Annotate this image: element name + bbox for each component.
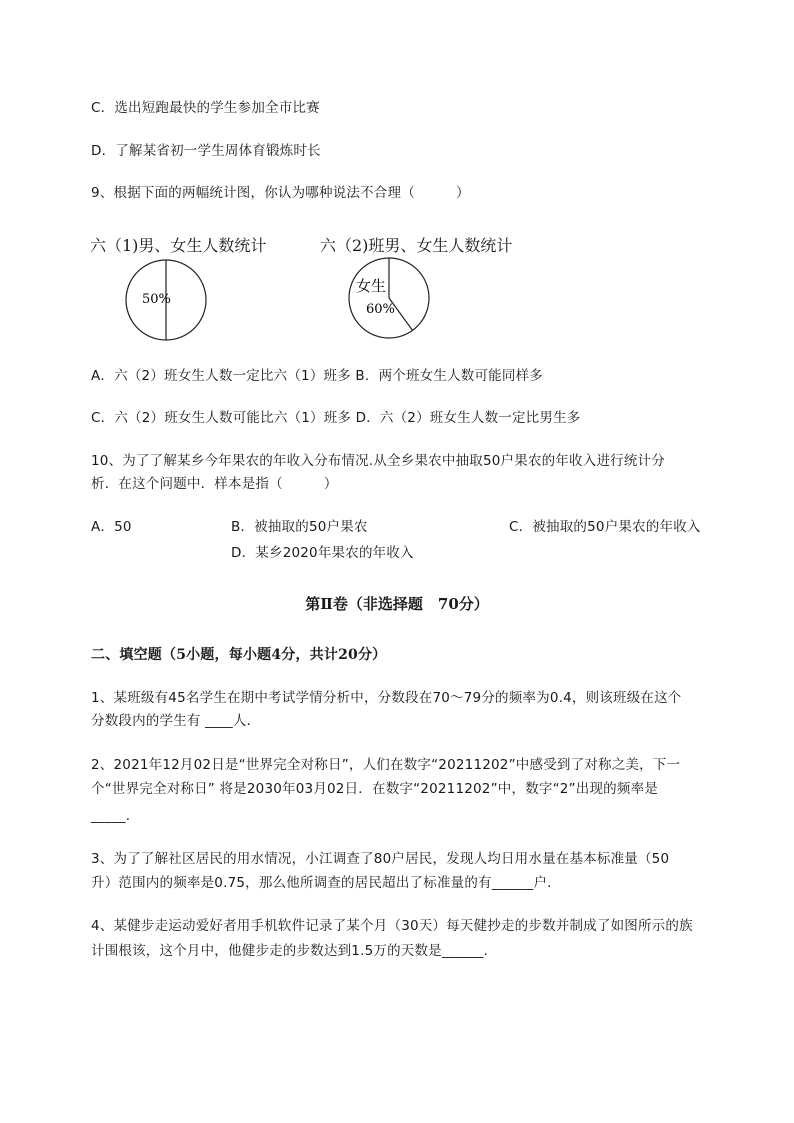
- question-9: 9、根据下面的两幅统计图，你认为哪种说法不合理（ ）: [91, 185, 470, 201]
- chart2-value-label: 60%: [366, 302, 395, 317]
- chart2-title: 六（2)班男、女生人数统计: [320, 236, 513, 255]
- fill-4-line2: 计围根该，这个月中，他健步走的步数达到1.5万的天数是______.: [91, 943, 489, 959]
- q10-option-b: B．被抽取的50户果农: [231, 519, 368, 535]
- fill-2-line3: _____.: [91, 808, 131, 824]
- fill-2-line2: 个“世界完全对称日” 将是2030年03月02日．在数字“20211202”中，数字“2”出现的频率是: [91, 781, 658, 797]
- q9-options-ab: A．六（2）班女生人数一定比六（1）班多 B．两个班女生人数可能同样多: [91, 368, 543, 384]
- question-10-line2: 析．在这个问题中．样本是指（ ）: [91, 476, 338, 492]
- fill-1-line2: 分数段内的学生有 ____人．: [91, 713, 261, 729]
- section2-heading: 二、填空题（5小题，每小题4分，共计20分）: [91, 647, 387, 663]
- part2-heading: 第Ⅱ卷（非选择题 70分）: [305, 595, 489, 613]
- q10-option-d: D．某乡2020年果农的年收入: [231, 545, 414, 561]
- q9-options-cd: C．六（2）班女生人数可能比六（1）班多 D．六（2）班女生人数一定比男生多: [91, 410, 581, 426]
- question-10-line1: 10、为了了解某乡今年果农的年收入分布情况.从全乡果农中抽取50户果农的年收入进行统计分: [91, 453, 665, 469]
- fill-4-line1: 4、某健步走运动爱好者用手机软件记录了某个月（30天）每天健抄走的步数并制成了如图所示的族: [91, 918, 693, 934]
- chart1-title: 六（1)男、女生人数统计: [90, 236, 267, 255]
- chart1-label: 50%: [142, 292, 171, 307]
- fill-3-line2: 升）范围内的频率是0.75，那么他所调查的居民超出了标准量的有______户．: [91, 875, 561, 891]
- q8-option-d: D．了解某省初一学生周体育锻炼时长: [91, 143, 321, 159]
- q10-option-a: A．50: [91, 519, 132, 535]
- fill-1-line1: 1、某班级有45名学生在期中考试学情分析中，分数段在70～79分的频率为0.4，则该班级在这个: [91, 690, 682, 706]
- fill-2-line1: 2、2021年12月02日是“世界完全对称日”，人们在数字“20211202”中感受到了对称之美，下一: [91, 757, 681, 773]
- chart2-pie: [348, 257, 430, 339]
- q10-option-c: C．被抽取的50户果农的年收入: [509, 519, 701, 535]
- q8-option-c: C．选出短跑最快的学生参加全市比赛: [91, 100, 320, 116]
- chart1-pie: [124, 258, 208, 342]
- fill-3-line1: 3、为了了解社区居民的用水情况，小江调查了80户居民，发现人均日用水量在基本标准量（50: [91, 851, 670, 867]
- chart2-label: 女生: [356, 277, 387, 295]
